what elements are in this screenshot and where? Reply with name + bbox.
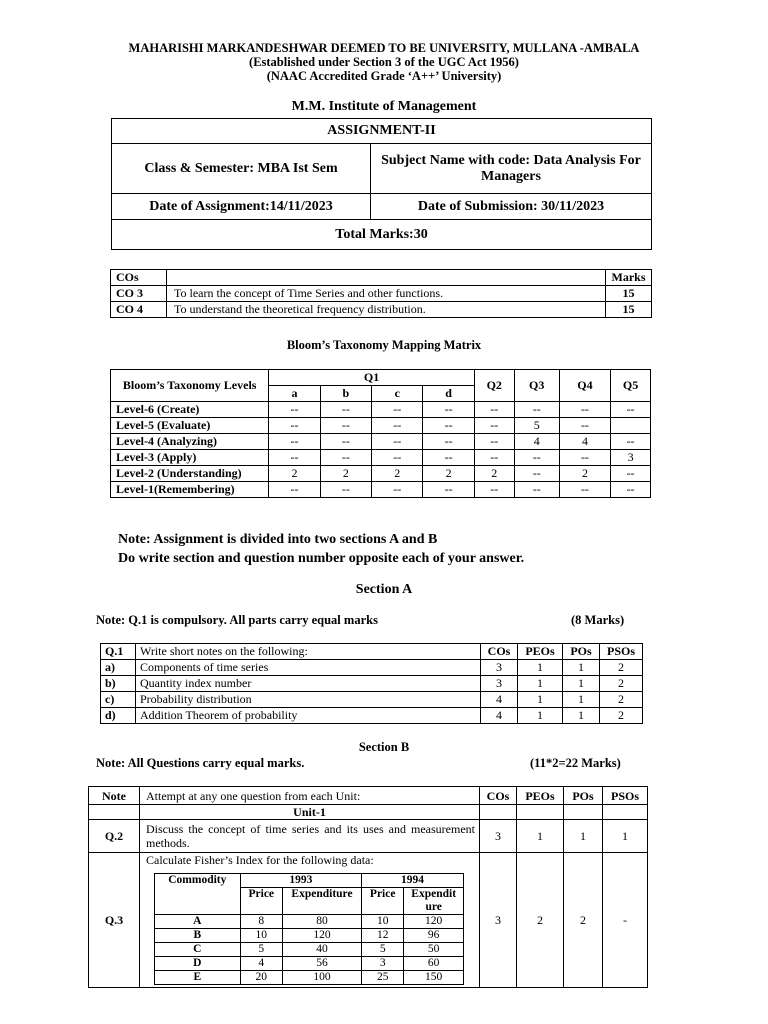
cos-header: COs <box>111 270 167 286</box>
question-text: Calculate Fisher’s Index for the following data: <box>146 853 374 867</box>
year-1993-header: 1993 <box>240 874 361 888</box>
bloom-cell: -- <box>372 402 423 418</box>
university-header <box>0 41 768 83</box>
fisher-cell: 5 <box>362 943 404 957</box>
bloom-cell: -- <box>269 402 320 418</box>
part-cos: 3 <box>481 660 518 676</box>
part-label: c) <box>101 692 136 708</box>
assignment-info-table <box>111 118 652 250</box>
bloom-cell <box>611 418 651 434</box>
table-row <box>155 957 464 971</box>
part-cos: 4 <box>481 692 518 708</box>
part-peos: 1 <box>518 692 563 708</box>
commodity-cell: D <box>155 957 241 971</box>
q3-header: Q3 <box>514 370 559 402</box>
section-a-table <box>100 643 643 724</box>
part-text: Probability distribution <box>136 692 481 708</box>
bloom-cell: 5 <box>514 418 559 434</box>
bloom-cell: -- <box>372 434 423 450</box>
note-col-header: Note <box>89 787 140 805</box>
psos-col-header: PSOs <box>600 644 643 660</box>
co-marks: 15 <box>606 286 652 302</box>
fisher-cell: 60 <box>404 957 464 971</box>
bloom-cell: 4 <box>559 434 610 450</box>
cos-col-header: COs <box>480 787 517 805</box>
q1-sub-b: b <box>320 386 371 402</box>
question-number: Q.2 <box>89 820 140 853</box>
bloom-cell: -- <box>269 450 320 466</box>
bloom-cell: 2 <box>474 466 514 482</box>
bloom-cell: -- <box>559 482 610 498</box>
part-peos: 1 <box>518 708 563 724</box>
cos-desc-header <box>167 270 606 286</box>
table-row <box>155 971 464 985</box>
bloom-cell: -- <box>559 418 610 434</box>
q-psos: - <box>603 853 648 988</box>
bloom-level-label: Level-1(Remembering) <box>111 482 269 498</box>
part-psos: 2 <box>600 708 643 724</box>
bloom-level-label: Level-3 (Apply) <box>111 450 269 466</box>
question-number: Q.3 <box>89 853 140 988</box>
q-peos: 2 <box>517 853 564 988</box>
part-psos: 2 <box>600 676 643 692</box>
bloom-cell: -- <box>514 402 559 418</box>
section-b-instruction: Attempt at any one question from each Unit: <box>140 787 480 805</box>
bloom-cell: -- <box>514 450 559 466</box>
q1-sub-d: d <box>423 386 474 402</box>
co-code: CO 4 <box>111 302 167 318</box>
course-outcomes-table <box>110 269 652 318</box>
commodity-cell: C <box>155 943 241 957</box>
bloom-matrix-title: Bloom’s Taxonomy Mapping Matrix <box>286 338 482 352</box>
bloom-level-label: Level-5 (Evaluate) <box>111 418 269 434</box>
table-row <box>101 692 643 708</box>
part-cos: 4 <box>481 708 518 724</box>
table-row <box>155 943 464 957</box>
section-b-marks: (11*2=22 Marks) <box>530 756 621 770</box>
q-pos: 2 <box>564 853 603 988</box>
fisher-cell: 4 <box>240 957 282 971</box>
cos-col-header: COs <box>481 644 518 660</box>
part-label: a) <box>101 660 136 676</box>
fisher-cell: 56 <box>282 957 361 971</box>
bloom-cell: -- <box>372 482 423 498</box>
q-cos: 3 <box>480 853 517 988</box>
bloom-level-label: Level-4 (Analyzing) <box>111 434 269 450</box>
year-1994-header: 1994 <box>362 874 464 888</box>
question-cell <box>140 853 480 988</box>
table-row <box>111 402 651 418</box>
bloom-cell: -- <box>474 450 514 466</box>
q1-instruction: Write short notes on the following: <box>136 644 481 660</box>
fisher-data-table <box>154 873 464 985</box>
bloom-cell: -- <box>320 450 371 466</box>
unit-label: Unit-1 <box>140 805 480 820</box>
bloom-cell: -- <box>269 418 320 434</box>
part-cos: 3 <box>481 676 518 692</box>
question-text: Discuss the concept of time series and its uses and measurement methods. <box>140 820 480 853</box>
part-text: Addition Theorem of probability <box>136 708 481 724</box>
bloom-cell: -- <box>474 402 514 418</box>
fisher-cell: 12 <box>362 929 404 943</box>
bloom-cell: -- <box>320 434 371 450</box>
note-line: Do write section and question number opposite each of your answer. <box>118 551 525 566</box>
bloom-cell: -- <box>269 482 320 498</box>
fisher-cell: 5 <box>240 943 282 957</box>
bloom-cell: -- <box>474 482 514 498</box>
table-row <box>111 434 651 450</box>
bloom-cell: -- <box>372 450 423 466</box>
date-of-submission: Date of Submission: 30/11/2023 <box>371 194 652 220</box>
section-b-note: Note: All Questions carry equal marks. <box>96 756 305 770</box>
part-psos: 2 <box>600 692 643 708</box>
bloom-cell: -- <box>320 402 371 418</box>
fisher-cell: 25 <box>362 971 404 985</box>
bloom-cell: -- <box>611 482 651 498</box>
assignment-notes <box>118 530 524 568</box>
co-description: To learn the concept of Time Series and other functions. <box>167 286 606 302</box>
q-pos: 1 <box>564 820 603 853</box>
bloom-cell: -- <box>423 402 474 418</box>
assignment-title: ASSIGNMENT-II <box>112 119 652 144</box>
commodity-cell: E <box>155 971 241 985</box>
fisher-cell: 150 <box>404 971 464 985</box>
table-row <box>111 302 652 318</box>
section-b-table <box>88 786 648 988</box>
price-header: Price <box>362 888 404 915</box>
part-text: Quantity index number <box>136 676 481 692</box>
q-psos: 1 <box>603 820 648 853</box>
section-a-title: Section A <box>355 582 413 597</box>
part-pos: 1 <box>563 692 600 708</box>
subject-name: Subject Name with code: Data Analysis For Managers <box>371 144 652 194</box>
part-pos: 1 <box>563 660 600 676</box>
bloom-cell: 2 <box>269 466 320 482</box>
table-row <box>111 418 651 434</box>
bloom-cell: -- <box>514 482 559 498</box>
table-row <box>111 286 652 302</box>
bloom-levels-header: Bloom’s Taxonomy Levels <box>111 370 269 402</box>
q1-sub-c: c <box>372 386 423 402</box>
co-description: To understand the theoretical frequency distribution. <box>167 302 606 318</box>
bloom-cell: 2 <box>320 466 371 482</box>
q1-label: Q.1 <box>101 644 136 660</box>
q5-header: Q5 <box>611 370 651 402</box>
bloom-cell: -- <box>423 450 474 466</box>
fisher-cell: 96 <box>404 929 464 943</box>
fisher-cell: 10 <box>362 915 404 929</box>
bloom-cell: -- <box>474 418 514 434</box>
part-label: b) <box>101 676 136 692</box>
bloom-cell: -- <box>423 418 474 434</box>
note-line: Note: Assignment is divided into two sections A and B <box>118 532 438 547</box>
price-header: Price <box>240 888 282 915</box>
bloom-cell: -- <box>474 434 514 450</box>
bloom-matrix-table <box>110 369 651 498</box>
part-label: d) <box>101 708 136 724</box>
bloom-cell: -- <box>320 482 371 498</box>
expenditure-header: Expendit ure <box>404 888 464 915</box>
co-code: CO 3 <box>111 286 167 302</box>
bloom-cell: -- <box>559 450 610 466</box>
table-row <box>101 660 643 676</box>
pos-col-header: POs <box>563 644 600 660</box>
commodity-header: Commodity <box>155 874 241 915</box>
table-row <box>101 676 643 692</box>
date-of-assignment: Date of Assignment:14/11/2023 <box>112 194 371 220</box>
marks-header: Marks <box>606 270 652 286</box>
fisher-cell: 100 <box>282 971 361 985</box>
q-peos: 1 <box>517 820 564 853</box>
table-row <box>111 466 651 482</box>
fisher-cell: 40 <box>282 943 361 957</box>
bloom-cell: -- <box>611 466 651 482</box>
table-row <box>111 450 651 466</box>
part-pos: 1 <box>563 676 600 692</box>
established-line: (Established under Section 3 of the UGC Act 1956) <box>249 55 519 69</box>
part-psos: 2 <box>600 660 643 676</box>
peos-col-header: PEOs <box>518 644 563 660</box>
university-name: MAHARISHI MARKANDESHWAR DEEMED TO BE UNIVERSITY, MULLANA -AMBALA <box>128 41 640 55</box>
unit-spacer <box>89 805 140 820</box>
bloom-cell: 3 <box>611 450 651 466</box>
fisher-cell: 10 <box>240 929 282 943</box>
bloom-cell: -- <box>269 434 320 450</box>
institute-name: M.M. Institute of Management <box>291 99 477 114</box>
bloom-level-label: Level-6 (Create) <box>111 402 269 418</box>
expenditure-header: Expenditure <box>282 888 361 915</box>
bloom-cell: 2 <box>423 466 474 482</box>
fisher-cell: 120 <box>404 915 464 929</box>
bloom-cell: -- <box>423 434 474 450</box>
q4-header: Q4 <box>559 370 610 402</box>
section-a-marks: (8 Marks) <box>571 613 625 627</box>
bloom-cell: 4 <box>514 434 559 450</box>
bloom-cell: -- <box>320 418 371 434</box>
naac-line: (NAAC Accredited Grade ‘A++’ University) <box>266 69 502 83</box>
table-row <box>89 853 648 988</box>
fisher-cell: 50 <box>404 943 464 957</box>
section-a-note: Note: Q.1 is compulsory. All parts carry equal marks <box>96 613 378 627</box>
bloom-level-label: Level-2 (Understanding) <box>111 466 269 482</box>
bloom-cell: -- <box>559 402 610 418</box>
q-cos: 3 <box>480 820 517 853</box>
q1-sub-a: a <box>269 386 320 402</box>
table-row <box>101 708 643 724</box>
fisher-cell: 20 <box>240 971 282 985</box>
bloom-cell: -- <box>514 466 559 482</box>
peos-col-header: PEOs <box>517 787 564 805</box>
table-row <box>89 820 648 853</box>
fisher-cell: 8 <box>240 915 282 929</box>
total-marks: Total Marks:30 <box>112 220 652 250</box>
bloom-cell: -- <box>372 418 423 434</box>
part-pos: 1 <box>563 708 600 724</box>
psos-col-header: PSOs <box>603 787 648 805</box>
bloom-cell: -- <box>611 402 651 418</box>
fisher-cell: 3 <box>362 957 404 971</box>
commodity-cell: B <box>155 929 241 943</box>
commodity-cell: A <box>155 915 241 929</box>
bloom-cell: 2 <box>372 466 423 482</box>
co-marks: 15 <box>606 302 652 318</box>
q2-header: Q2 <box>474 370 514 402</box>
section-b-title: Section B <box>358 740 410 754</box>
fisher-cell: 80 <box>282 915 361 929</box>
bloom-cell: -- <box>423 482 474 498</box>
table-row <box>155 929 464 943</box>
part-text: Components of time series <box>136 660 481 676</box>
pos-col-header: POs <box>564 787 603 805</box>
table-row <box>155 915 464 929</box>
part-peos: 1 <box>518 676 563 692</box>
bloom-cell: -- <box>611 434 651 450</box>
q1-header: Q1 <box>269 370 475 386</box>
bloom-cell: 2 <box>559 466 610 482</box>
table-row <box>111 482 651 498</box>
fisher-cell: 120 <box>282 929 361 943</box>
part-peos: 1 <box>518 660 563 676</box>
class-semester: Class & Semester: MBA Ist Sem <box>112 144 371 194</box>
